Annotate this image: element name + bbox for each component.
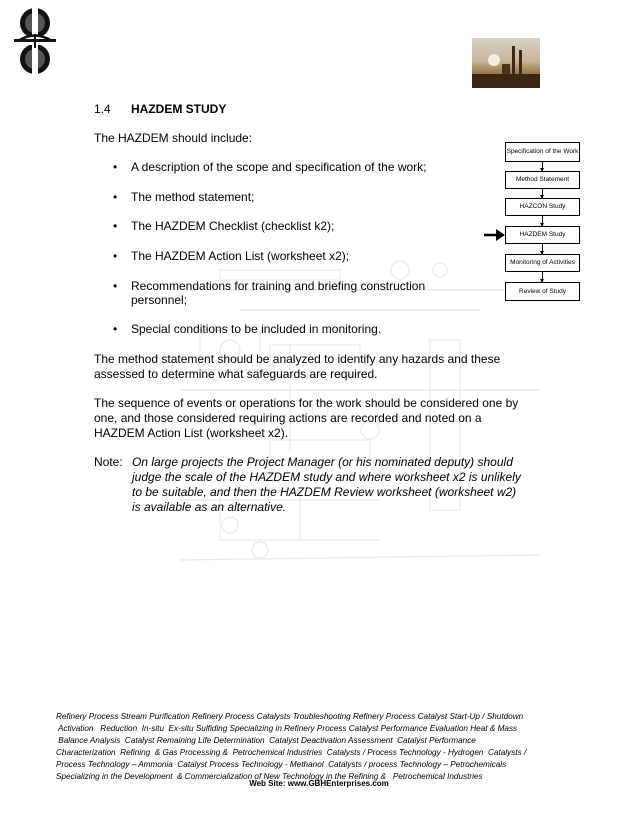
footer-line: Specializing in the Development & Commercialization of New Technology in the Refining & Petrochemical Industries: [56, 772, 483, 781]
paragraph-line: HAZDEM Action List (worksheet x2).: [94, 426, 289, 440]
flow-step-hazcon: HAZCON Study: [505, 198, 580, 216]
note-line: to be suitable, and then the HAZDEM Review worksheet (worksheet w2): [132, 485, 517, 499]
section-number: 1.4: [94, 102, 111, 116]
paragraph-line: The sequence of events or operations for the work should be considered one by: [94, 396, 519, 410]
intro-text: The HAZDEM should include:: [94, 131, 253, 145]
note-label: Note:: [94, 455, 123, 469]
refinery-photo: [472, 38, 540, 88]
flow-arrow: [542, 244, 543, 254]
flow-step-monitoring: Monitoring of Activities: [505, 254, 580, 272]
paragraph-sequence: [94, 396, 518, 441]
flow-arrow: [542, 162, 543, 171]
paragraph-line: The method statement should be analyzed to identify any hazards and these: [94, 352, 501, 366]
flow-arrow: [542, 272, 543, 282]
footer-line: Characterization Refining & Gas Processing & Petrochemical Industries Catalysts / Process Technology - Hydrogen Catalysts /: [56, 748, 527, 757]
flow-step-review: Review of Study: [505, 282, 580, 301]
website-link[interactable]: Web Site: www.GBHEnterprises.com: [249, 779, 389, 788]
paragraph-line: assessed to determine what safeguards are required.: [94, 367, 378, 381]
note-line: is available as an alternative.: [132, 500, 287, 514]
flow-step-method-statement: Method Statement: [505, 171, 580, 189]
flow-arrow: [542, 189, 543, 198]
footer-keywords: [56, 711, 556, 783]
note-line: judge the scale of the HAZDEM study and where worksheet x2 is unlikely: [132, 470, 521, 484]
footer-line: Balance Analysis Catalyst Remaining Life Determination Catalyst Deactivation Assessment Catalyst Performance: [56, 736, 476, 745]
company-logo-icon: [12, 6, 58, 76]
note-line: On large projects the Project Manager (or his nominated deputy) should: [132, 455, 513, 469]
flow-step-hazdem: HAZDEM Study: [505, 226, 580, 244]
footer-line: Process Technology – Ammonia Catalyst Process Technology - Methanol Catalysts / process Technology – Petrochemicals: [56, 760, 507, 769]
paragraph-line: one, and those considered requiring actions are recorded and noted on a: [94, 411, 482, 425]
section-title: HAZDEM STUDY: [131, 102, 227, 116]
current-step-arrow-icon: [484, 229, 506, 241]
flow-step-specification: Specification of the Work: [505, 142, 580, 162]
flow-arrow: [542, 216, 543, 226]
footer-line: Activation Reduction In-situ Ex-situ Sulfiding Specializing in Refinery Process Catalyst Performance Evaluation Heat & Mass: [56, 724, 518, 733]
note-text: [132, 455, 521, 515]
footer-line: Refinery Process Stream Purification Refinery Process Catalysts Troubleshooting Refinery Process Catalyst Start-Up / Shutdown: [56, 712, 524, 721]
paragraph-method: [94, 352, 500, 382]
